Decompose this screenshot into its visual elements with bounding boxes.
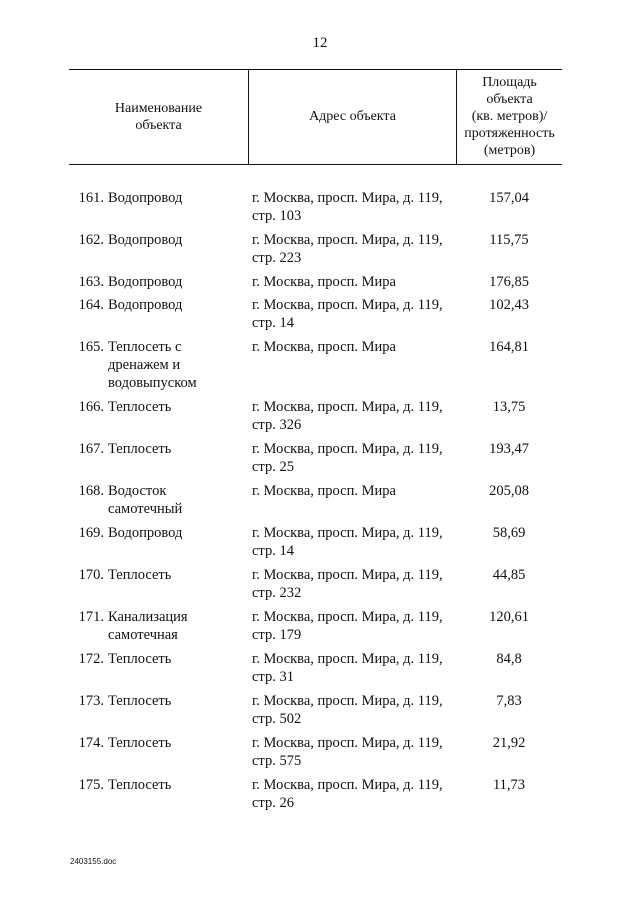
object-address-line: г. Москва, просп. Мира, д. 119, [252, 567, 443, 583]
object-name-line: водовыпуском [108, 375, 197, 391]
object-address-line: стр. 103 [252, 208, 302, 224]
object-name [108, 296, 243, 314]
page-number: 12 [312, 35, 328, 51]
object-address-line: г. Москва, просп. Мира, д. 119, [252, 441, 443, 457]
object-address-line: г. Москва, просп. Мира, д. 119, [252, 609, 443, 625]
object-address-line: г. Москва, просп. Мира, д. 119, [252, 735, 443, 751]
object-address-line: стр. 31 [252, 669, 294, 685]
object-address [252, 296, 457, 332]
object-area: 205,08 [489, 483, 529, 499]
table-row [0, 296, 640, 338]
object-name-line: Водопровод [108, 232, 183, 248]
object-address [252, 734, 457, 770]
object-address [252, 189, 457, 225]
row-number: 161. [78, 190, 104, 206]
object-address-line: стр. 575 [252, 753, 302, 769]
object-name-line: дренажем и [108, 357, 181, 373]
object-name [108, 608, 243, 644]
header-name-line: Наименование [114, 100, 203, 116]
object-area: 13,75 [492, 399, 526, 415]
table-row [0, 273, 640, 296]
row-number: 171. [78, 609, 104, 625]
object-name [108, 440, 243, 458]
object-address-line: г. Москва, просп. Мира, д. 119, [252, 297, 443, 313]
header-area-line: протяженность [464, 126, 555, 141]
object-address-line: стр. 26 [252, 795, 294, 811]
table-row [0, 650, 640, 692]
object-address [252, 482, 457, 500]
row-number: 170. [78, 567, 104, 583]
object-name-line: Теплосеть [108, 693, 172, 709]
object-name [108, 524, 243, 542]
object-address-line: г. Москва, просп. Мира, д. 119, [252, 651, 443, 667]
object-address [252, 566, 457, 602]
object-name [108, 566, 243, 584]
row-number: 163. [78, 274, 104, 290]
header-name [69, 69, 248, 164]
row-number: 169. [78, 525, 104, 541]
row-number: 168. [78, 483, 104, 499]
object-address-line: г. Москва, просп. Мира, д. 119, [252, 190, 443, 206]
object-address-line: стр. 179 [252, 627, 302, 643]
row-number: 167. [78, 441, 104, 457]
object-area: 157,04 [489, 190, 529, 206]
object-address-line: стр. 14 [252, 543, 294, 559]
object-address [252, 524, 457, 560]
object-name-line: Теплосеть [108, 399, 172, 415]
table-row [0, 440, 640, 482]
object-name-line: Теплосеть [108, 777, 172, 793]
row-number: 175. [78, 777, 104, 793]
object-name-line: самотечная [108, 627, 178, 643]
header-address-label: Адрес объекта [309, 109, 396, 124]
object-area: 193,47 [489, 441, 529, 457]
object-name-line: Теплосеть [108, 567, 172, 583]
object-name-line: Канализация [108, 609, 188, 625]
object-address [252, 692, 457, 728]
object-area: 21,92 [492, 735, 526, 751]
object-area: 120,61 [489, 609, 529, 625]
object-address-line: г. Москва, просп. Мира, д. 119, [252, 232, 443, 248]
row-number: 173. [78, 693, 104, 709]
object-name [108, 650, 243, 668]
object-name [108, 231, 243, 249]
object-address-line: г. Москва, просп. Мира, д. 119, [252, 525, 443, 541]
header-area-line: (метров) [483, 143, 536, 158]
object-address-line: г. Москва, просп. Мира [252, 274, 396, 290]
object-address-line: стр. 232 [252, 585, 302, 601]
object-area: 176,85 [489, 274, 529, 290]
object-address [252, 398, 457, 434]
object-name-line: Водопровод [108, 297, 183, 313]
table-row [0, 231, 640, 273]
object-address-line: г. Москва, просп. Мира, д. 119, [252, 693, 443, 709]
table-body [0, 189, 640, 818]
object-area: 84,8 [496, 651, 522, 667]
row-number: 174. [78, 735, 104, 751]
table-row [0, 608, 640, 650]
object-name-line: самотечный [108, 501, 183, 517]
object-address [252, 231, 457, 267]
object-name [108, 482, 243, 518]
object-address [252, 776, 457, 812]
object-address-line: стр. 14 [252, 315, 294, 331]
object-name-line: Водопровод [108, 190, 183, 206]
object-name [108, 273, 243, 291]
object-name [108, 692, 243, 710]
object-address-line: г. Москва, просп. Мира [252, 483, 396, 499]
table-header-rule [69, 164, 562, 165]
object-address-line: г. Москва, просп. Мира, д. 119, [252, 399, 443, 415]
table-row [0, 734, 640, 776]
object-address [252, 440, 457, 476]
object-name-line: Водосток [108, 483, 167, 499]
object-address [252, 608, 457, 644]
row-number: 162. [78, 232, 104, 248]
object-name-line: Теплосеть [108, 651, 172, 667]
table-row [0, 524, 640, 566]
file-name-footer: 2403155.doc [70, 857, 117, 866]
object-name [108, 338, 243, 392]
table-row [0, 338, 640, 398]
table-row [0, 482, 640, 524]
object-address-line: г. Москва, просп. Мира, д. 119, [252, 777, 443, 793]
object-name [108, 776, 243, 794]
object-name-line: Теплосеть [108, 441, 172, 457]
object-area: 102,43 [489, 297, 529, 313]
header-area [457, 69, 562, 164]
table-row [0, 189, 640, 231]
object-address-line: г. Москва, просп. Мира [252, 339, 396, 355]
row-number: 164. [78, 297, 104, 313]
header-area-line: (кв. метров)/ [471, 109, 548, 124]
object-name [108, 189, 243, 207]
header-name-line: объекта [135, 117, 182, 133]
object-name [108, 398, 243, 416]
object-area: 11,73 [492, 777, 526, 793]
table-row [0, 776, 640, 818]
table-row [0, 398, 640, 440]
object-name-line: Водопровод [108, 274, 183, 290]
row-number: 166. [78, 399, 104, 415]
object-address [252, 650, 457, 686]
object-name [108, 734, 243, 752]
object-address-line: стр. 326 [252, 417, 302, 433]
table-row [0, 566, 640, 608]
object-address [252, 338, 457, 356]
table-row [0, 692, 640, 734]
row-number: 165. [78, 339, 104, 355]
object-address [252, 273, 457, 291]
object-name-line: Теплосеть [108, 735, 172, 751]
object-area: 44,85 [492, 567, 526, 583]
object-name-line: Теплосеть с [108, 339, 182, 355]
object-area: 58,69 [492, 525, 526, 541]
header-area-line: Площадь [482, 75, 537, 90]
object-address-line: стр. 502 [252, 711, 302, 727]
object-name-line: Водопровод [108, 525, 183, 541]
object-area: 115,75 [489, 232, 529, 248]
object-area: 164,81 [489, 339, 529, 355]
object-area: 7,83 [496, 693, 522, 709]
object-address-line: стр. 223 [252, 250, 302, 266]
header-area-line: объекта [486, 92, 533, 107]
header-address [249, 69, 456, 164]
object-address-line: стр. 25 [252, 459, 294, 475]
row-number: 172. [78, 651, 104, 667]
